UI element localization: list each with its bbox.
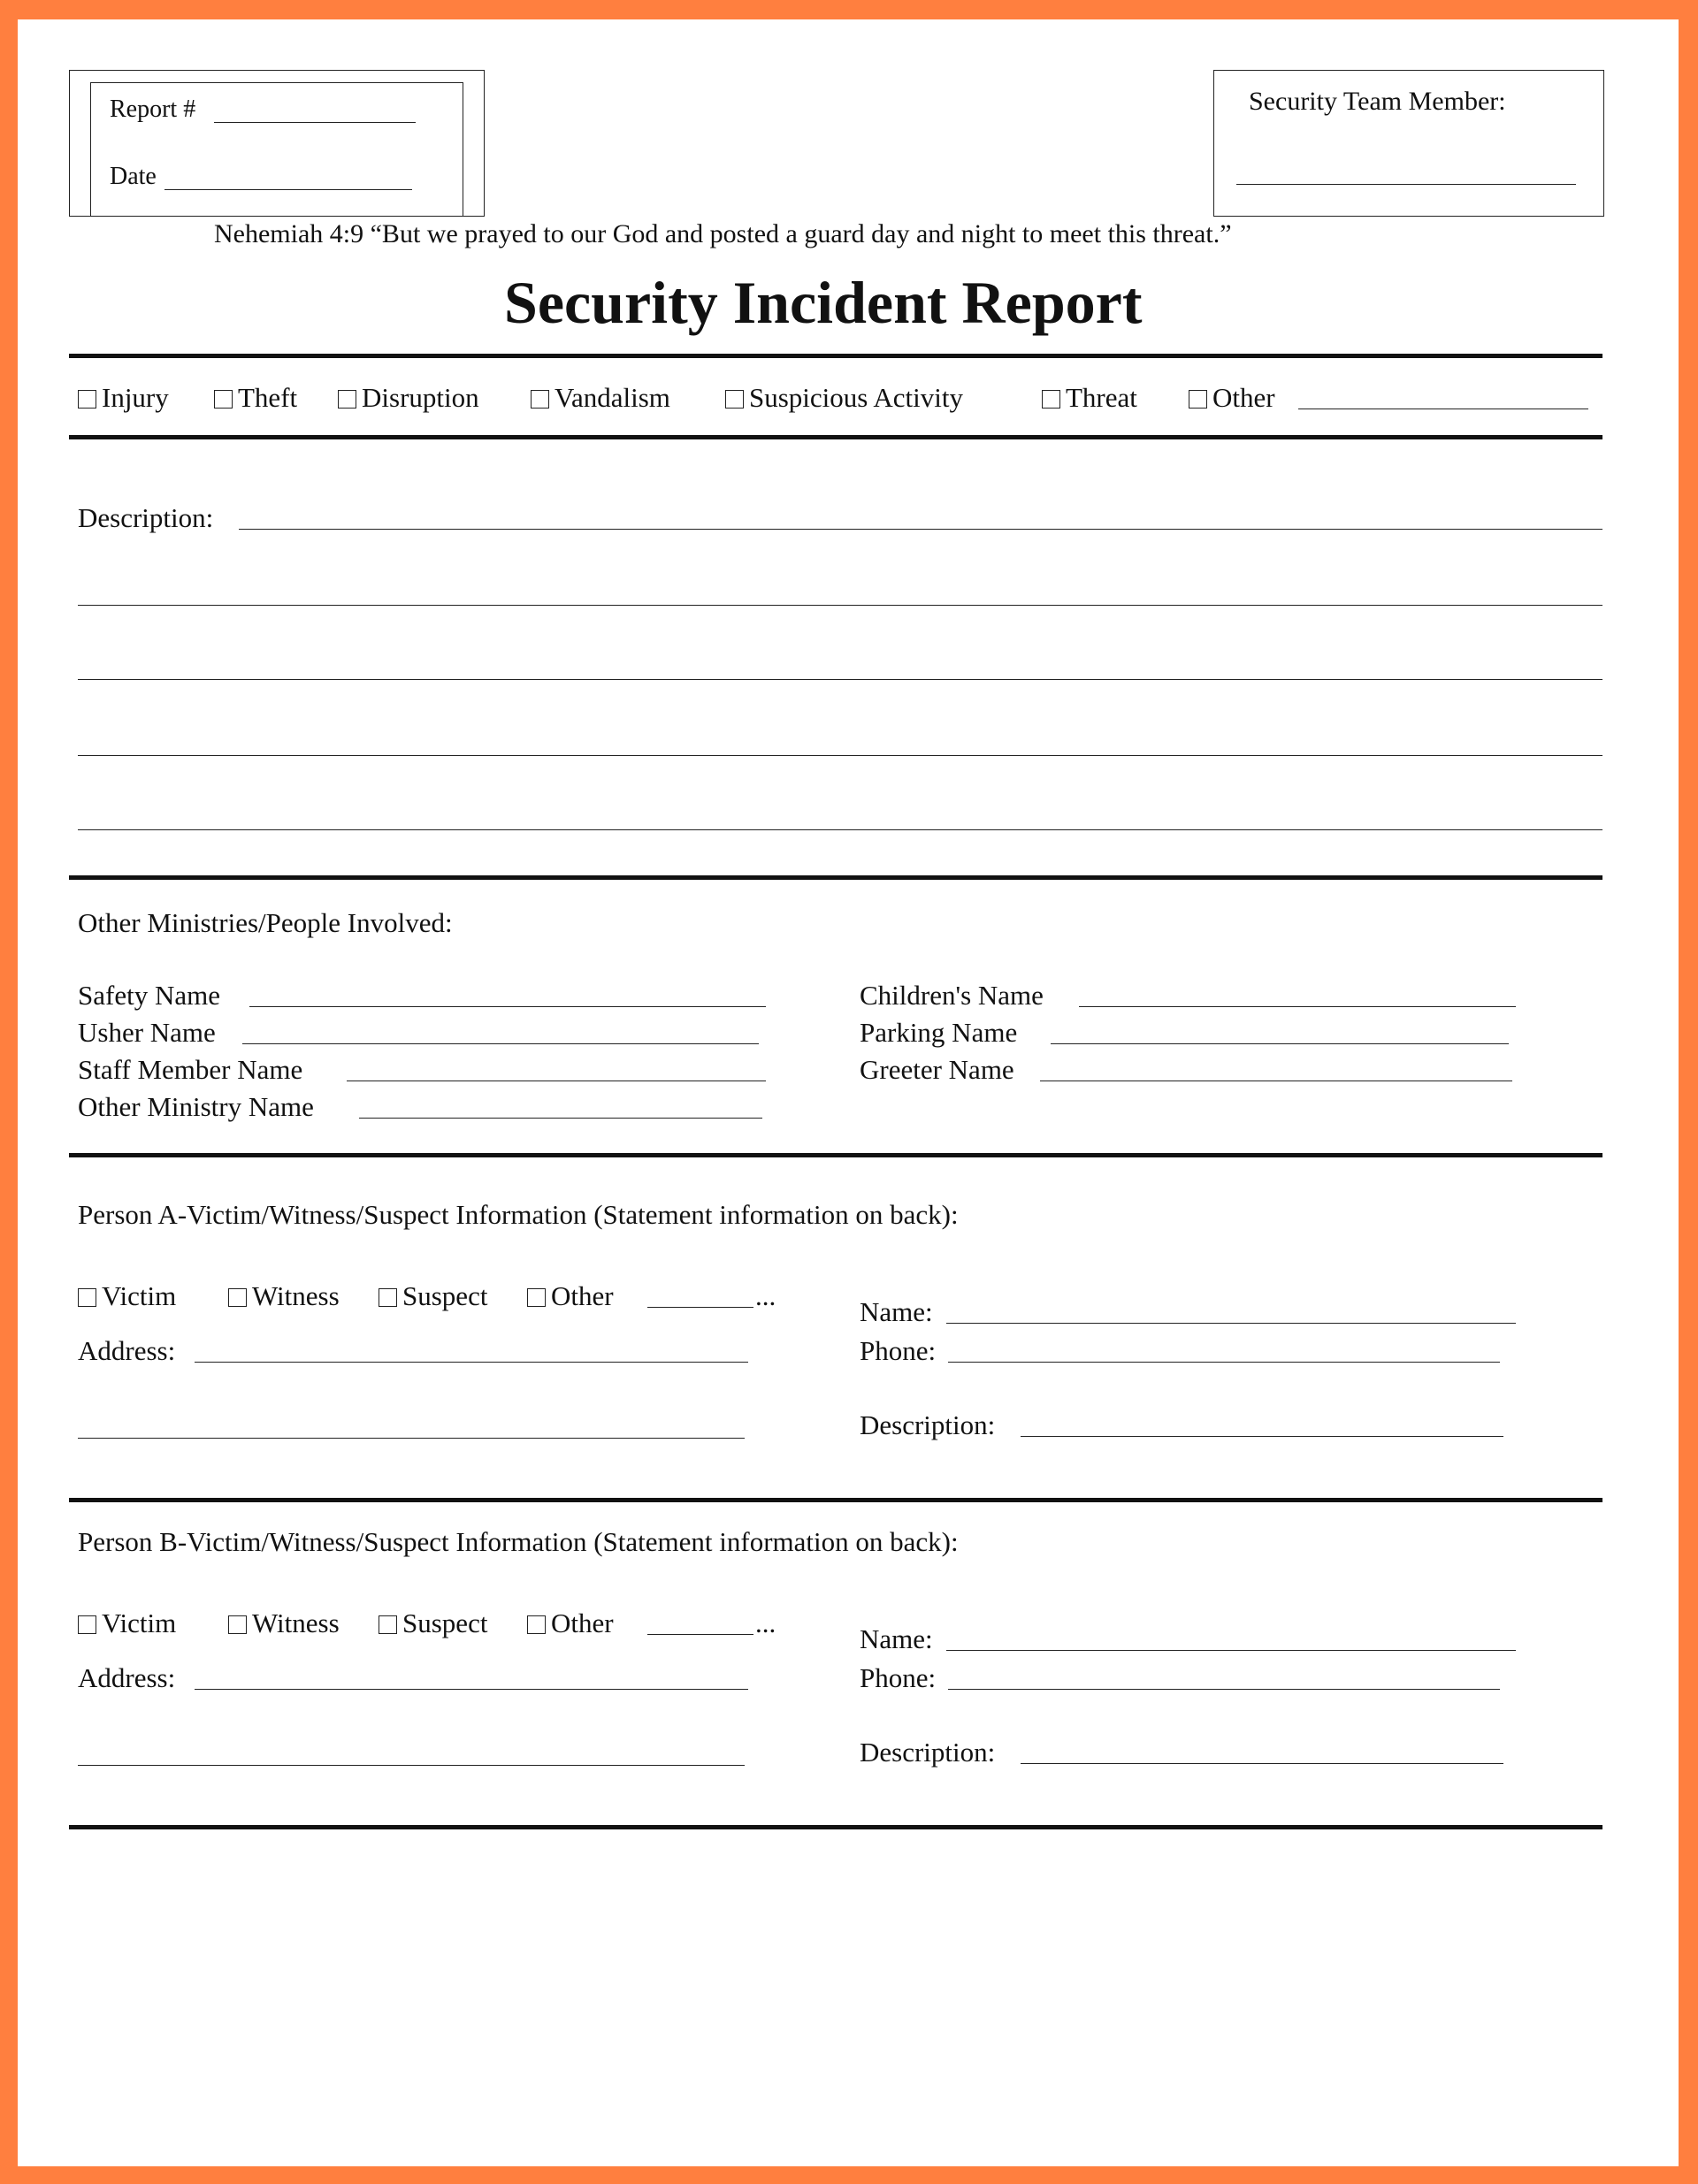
person-a-ellipsis: ... (755, 1280, 776, 1311)
checkbox-icon (725, 390, 744, 409)
other-ministry-name-field[interactable] (359, 1118, 762, 1119)
divider-involved (69, 1153, 1602, 1157)
person-b-role-victim[interactable]: Victim (78, 1609, 176, 1637)
checkbox-icon (78, 1288, 96, 1307)
usher-name-label: Usher Name (78, 1017, 216, 1048)
person-a-role-victim[interactable]: Victim (78, 1282, 176, 1310)
checkbox-icon (78, 390, 96, 409)
person-b-name-label: Name: (860, 1623, 933, 1654)
person-b-ellipsis: ... (755, 1607, 776, 1638)
divider-person-a (69, 1498, 1602, 1502)
parking-name-label: Parking Name (860, 1017, 1018, 1048)
checkbox-icon (531, 390, 549, 409)
person-b-other-field[interactable] (647, 1634, 753, 1635)
page-title: Security Incident Report (504, 269, 1143, 336)
checkbox-icon (228, 1288, 247, 1307)
parking-name-field[interactable] (1051, 1043, 1509, 1044)
incident-type-other[interactable]: Other (1189, 384, 1275, 411)
incident-type-injury[interactable]: Injury (78, 384, 169, 411)
checkbox-icon (338, 390, 356, 409)
person-b-address-field-1[interactable] (195, 1689, 748, 1690)
scripture-quote: Nehemiah 4:9 “But we prayed to our God and posted a guard day and night to meet this threat.” (214, 219, 1232, 248)
divider-person-b (69, 1825, 1602, 1829)
checkbox-icon (379, 1288, 397, 1307)
description-line-5[interactable] (78, 829, 1602, 830)
checkbox-icon (527, 1615, 546, 1634)
person-a-name-label: Name: (860, 1296, 933, 1327)
usher-name-field[interactable] (242, 1043, 759, 1044)
date-field[interactable] (164, 189, 412, 190)
security-member-label: Security Team Member: (1249, 87, 1506, 116)
checkbox-icon (214, 390, 233, 409)
staff-member-name-label: Staff Member Name (78, 1054, 303, 1085)
person-b-address-field-2[interactable] (78, 1765, 745, 1766)
person-a-role-suspect[interactable]: Suspect (379, 1282, 487, 1310)
description-line-2[interactable] (78, 605, 1602, 606)
person-a-role-other[interactable]: Other (527, 1282, 614, 1310)
incident-type-vandalism[interactable]: Vandalism (531, 384, 670, 411)
divider-incident-types (69, 435, 1602, 439)
person-a-address-field-1[interactable] (195, 1362, 748, 1363)
security-member-field[interactable] (1236, 184, 1576, 185)
report-number-label: Report # (110, 95, 196, 123)
person-a-address-field-2[interactable] (78, 1438, 745, 1439)
incident-type-disruption[interactable]: Disruption (338, 384, 479, 411)
checkbox-icon (527, 1288, 546, 1307)
checkbox-icon (78, 1615, 96, 1634)
person-a-name-field[interactable] (946, 1323, 1516, 1324)
person-a-heading: Person A-Victim/Witness/Suspect Information (Statement information on back): (78, 1199, 959, 1230)
divider-description (69, 875, 1602, 880)
person-b-phone-field[interactable] (948, 1689, 1500, 1690)
person-a-phone-label: Phone: (860, 1335, 937, 1366)
description-line-4[interactable] (78, 755, 1602, 756)
involved-heading: Other Ministries/People Involved: (78, 907, 453, 938)
person-b-heading: Person B-Victim/Witness/Suspect Information (Statement information on back): (78, 1526, 959, 1557)
safety-name-label: Safety Name (78, 980, 220, 1011)
incident-type-theft[interactable]: Theft (214, 384, 297, 411)
person-b-description-field[interactable] (1021, 1763, 1503, 1764)
description-line-3[interactable] (78, 679, 1602, 680)
person-b-address-label: Address: (78, 1662, 176, 1693)
childrens-name-field[interactable] (1079, 1006, 1516, 1007)
description-label: Description: (78, 502, 214, 533)
person-b-role-suspect[interactable]: Suspect (379, 1609, 487, 1637)
childrens-name-label: Children's Name (860, 980, 1044, 1011)
report-number-field[interactable] (214, 122, 416, 123)
person-a-other-field[interactable] (647, 1307, 753, 1308)
form-page (18, 19, 1679, 2166)
incident-type-suspicious-activity[interactable]: Suspicious Activity (725, 384, 963, 411)
person-b-role-other[interactable]: Other (527, 1609, 614, 1637)
checkbox-icon (1042, 390, 1060, 409)
person-a-role-witness[interactable]: Witness (228, 1282, 340, 1310)
person-b-role-witness[interactable]: Witness (228, 1609, 340, 1637)
checkbox-icon (379, 1615, 397, 1634)
checkbox-icon (228, 1615, 247, 1634)
incident-type-threat[interactable]: Threat (1042, 384, 1137, 411)
person-b-name-field[interactable] (946, 1650, 1516, 1651)
safety-name-field[interactable] (249, 1006, 766, 1007)
person-b-description-label: Description: (860, 1737, 996, 1768)
person-a-phone-field[interactable] (948, 1362, 1500, 1363)
person-a-address-label: Address: (78, 1335, 176, 1366)
person-b-phone-label: Phone: (860, 1662, 937, 1693)
description-line-1[interactable] (239, 529, 1602, 530)
date-label: Date (110, 163, 157, 190)
person-a-description-field[interactable] (1021, 1436, 1503, 1437)
divider-top (69, 354, 1602, 358)
other-ministry-name-label: Other Ministry Name (78, 1091, 314, 1122)
greeter-name-label: Greeter Name (860, 1054, 1014, 1085)
checkbox-icon (1189, 390, 1207, 409)
person-a-description-label: Description: (860, 1409, 996, 1440)
